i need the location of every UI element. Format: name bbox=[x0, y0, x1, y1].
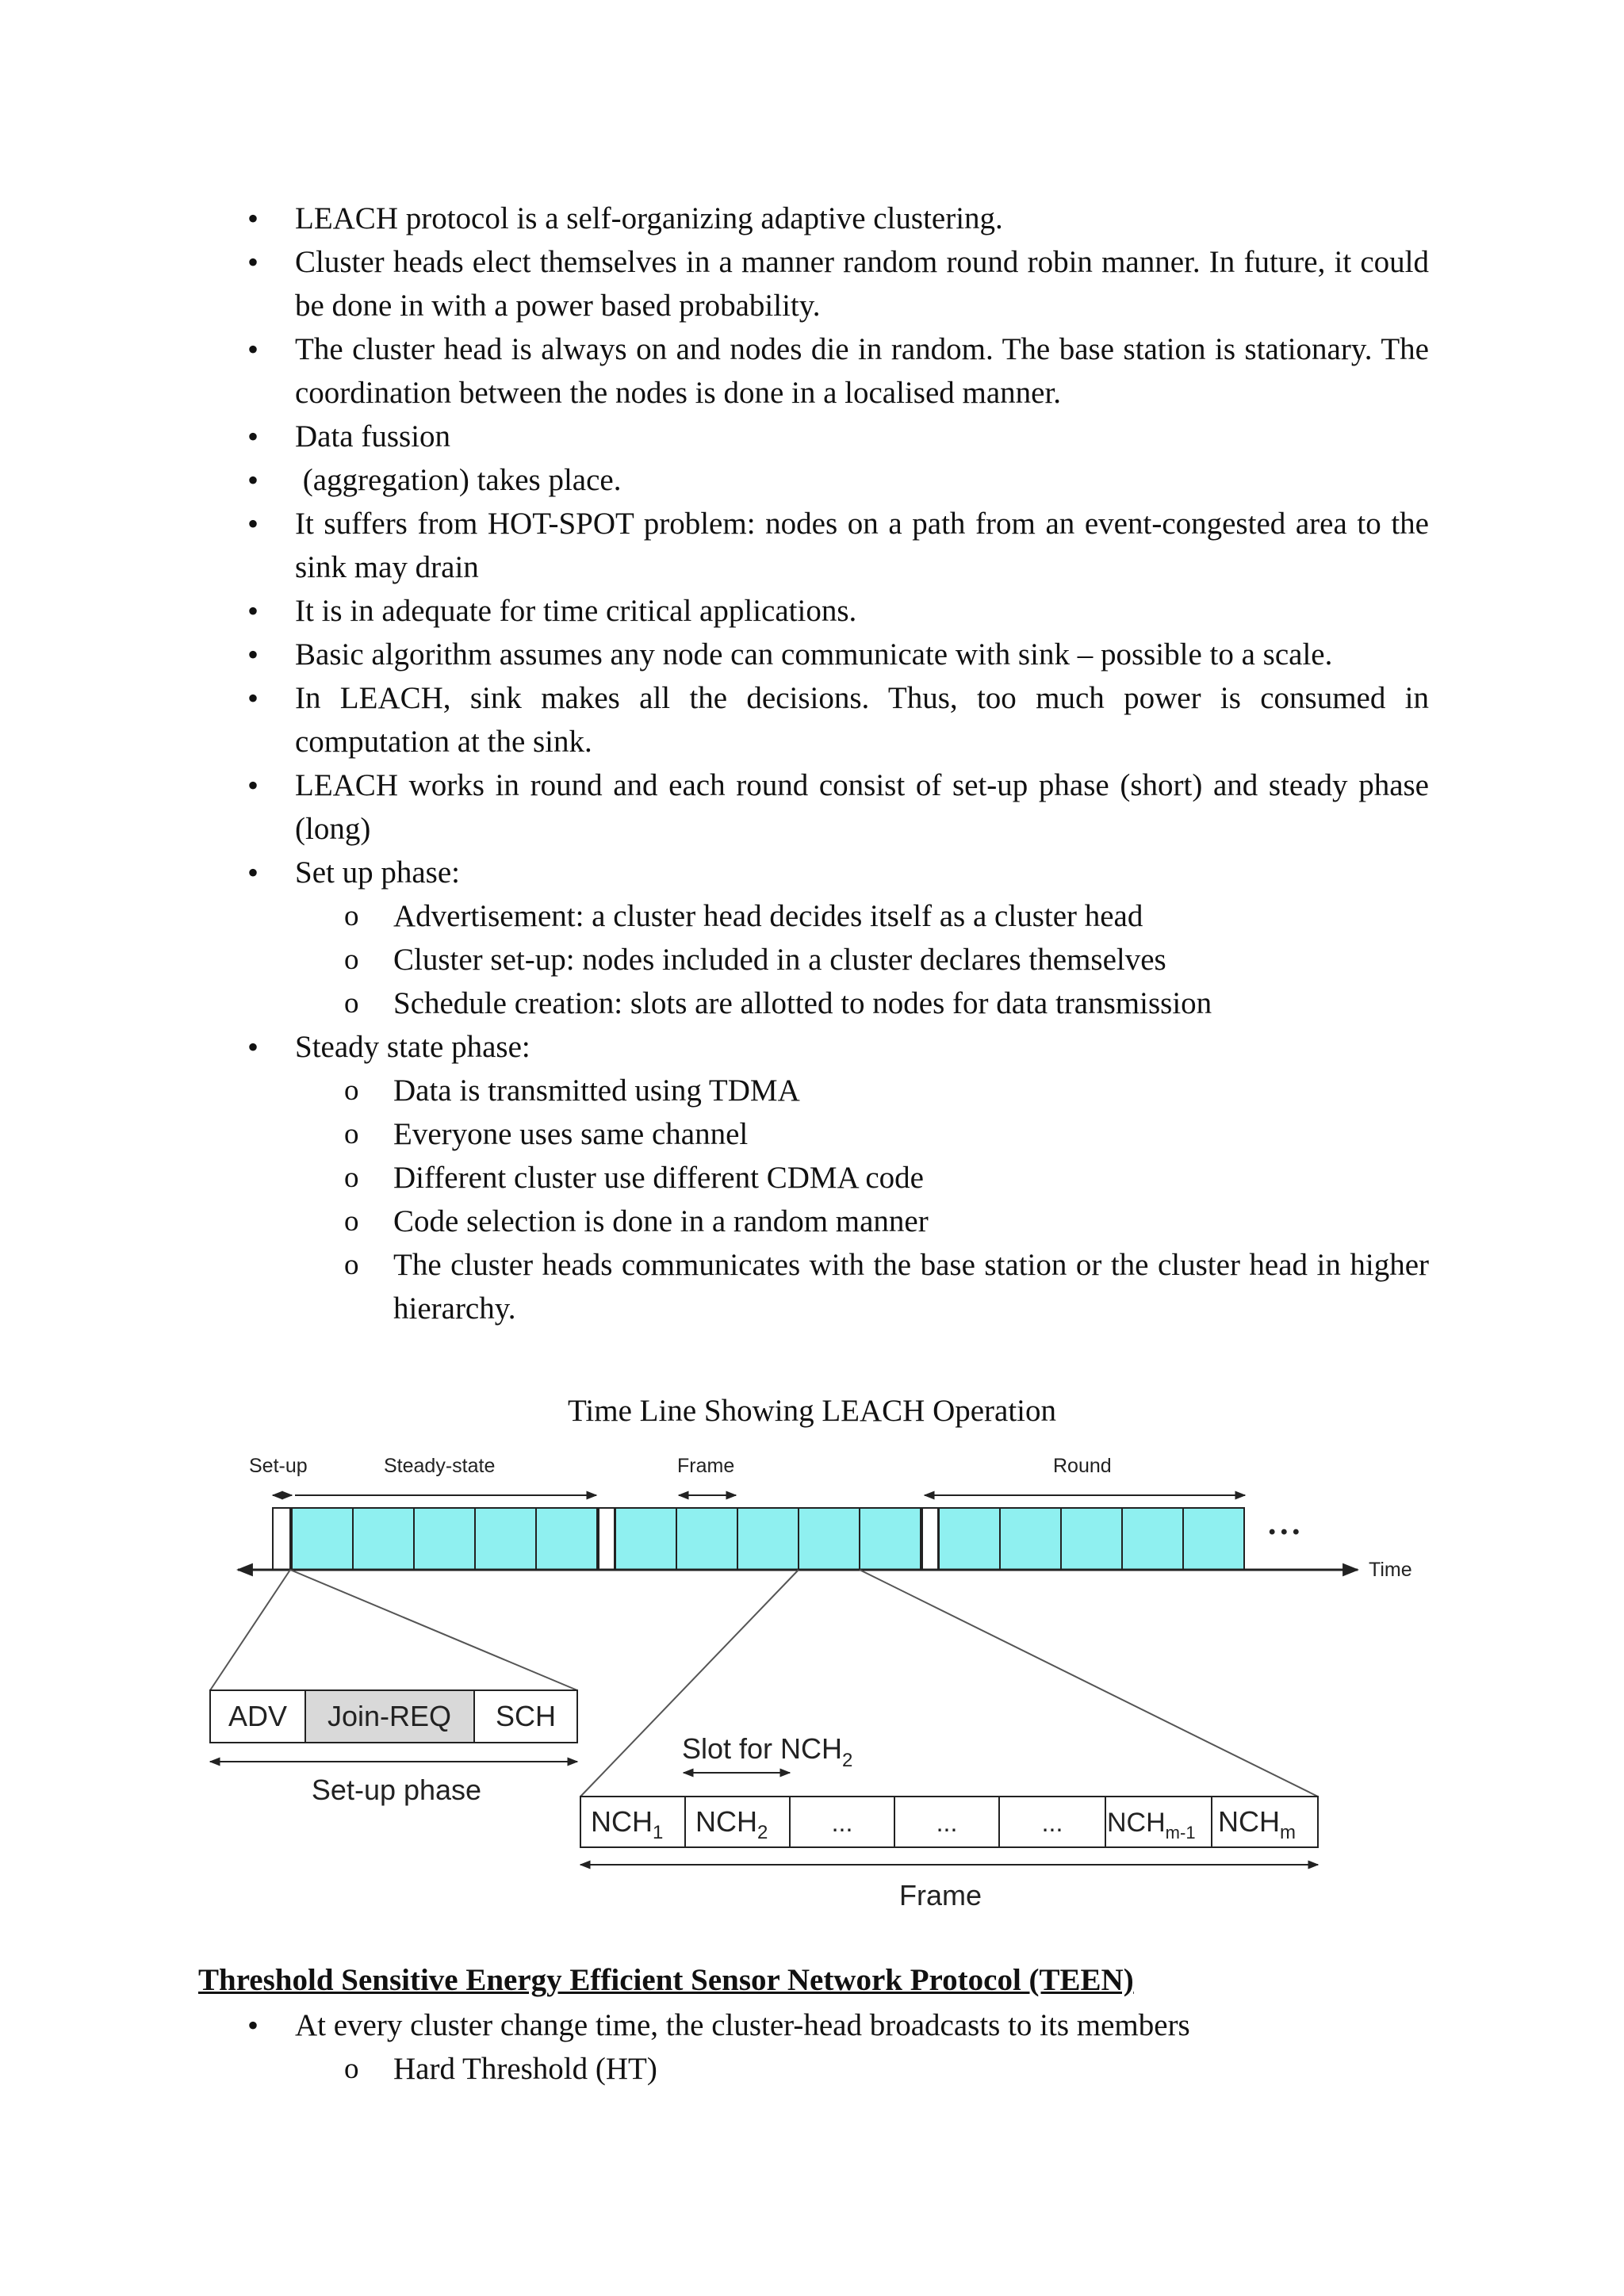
list-item: • LEACH works in round and each round consist of set-up phase (short) and steady phase (long) bbox=[295, 763, 1429, 851]
slot-label-sub: m-1 bbox=[1165, 1823, 1196, 1843]
sub-list-item: o Hard Threshold (HT) bbox=[393, 2047, 1429, 2091]
frame-cell bbox=[799, 1508, 860, 1570]
sub-list-item: o Everyone uses same channel bbox=[393, 1112, 1429, 1156]
sub-list-item: o Schedule creation: slots are allotted to nodes for data transmission bbox=[393, 982, 1429, 1025]
slot-label bbox=[695, 1805, 768, 1843]
adv-label: ADV bbox=[228, 1700, 288, 1732]
slot-label-sub: 1 bbox=[653, 1822, 664, 1843]
sch-label: SCH bbox=[495, 1700, 557, 1732]
list-item: • It suffers from HOT-SPOT problem: nodes on a path from an event-congested area to the sink may drain bbox=[295, 502, 1429, 589]
frame-cell bbox=[860, 1508, 921, 1570]
leach-bullet-list bbox=[0, 197, 1624, 1330]
round-label: Round bbox=[1053, 1455, 1112, 1477]
frame-cell bbox=[414, 1508, 475, 1570]
teen-bullet-list bbox=[0, 2003, 1624, 2091]
slot-label-main: NCH bbox=[1218, 1805, 1280, 1838]
frame-label-top: Frame bbox=[677, 1455, 735, 1477]
slot-label-main: Slot for NCH bbox=[682, 1732, 843, 1765]
frame-cell bbox=[1122, 1508, 1183, 1570]
frame-cell bbox=[1061, 1508, 1122, 1570]
leach-timeline-diagram bbox=[0, 1443, 1624, 1919]
list-item: • Basic algorithm assumes any node can communicate with sink – possible to a scale. bbox=[295, 633, 1429, 676]
frame-cell bbox=[676, 1508, 737, 1570]
figure-caption: Time Line Showing LEACH Operation bbox=[567, 1394, 1057, 1428]
slot-for-nch2-label bbox=[682, 1732, 852, 1771]
slot-label-sub: 2 bbox=[842, 1750, 853, 1771]
frame-cell bbox=[353, 1508, 414, 1570]
list-item: • At every cluster change time, the cluster-head broadcasts to its members bbox=[295, 2003, 1429, 2047]
setup-label: Set-up bbox=[249, 1455, 308, 1477]
setup-cell bbox=[922, 1508, 938, 1570]
list-item: • It is in adequate for time critical applications. bbox=[295, 589, 1429, 633]
slot-label: ... bbox=[831, 1808, 853, 1837]
steady-phase-label: • Steady state phase: bbox=[295, 1025, 1429, 1069]
sub-list-item: o Different cluster use different CDMA code bbox=[393, 1156, 1429, 1200]
slot-label-main: NCH bbox=[591, 1805, 653, 1838]
slot-label: ... bbox=[1041, 1808, 1063, 1837]
zoom-line bbox=[210, 1570, 290, 1690]
teen-heading: Threshold Sensitive Energy Efficient Sensor Network Protocol (TEEN) bbox=[198, 1963, 1134, 1997]
frame-label-bottom: Frame bbox=[898, 1879, 982, 1911]
list-item: • LEACH protocol is a self-organizing adaptive clustering. bbox=[295, 197, 1429, 240]
frame-cell bbox=[737, 1508, 799, 1570]
list-item: • Cluster heads elect themselves in a manner random round robin manner. In future, it could be done in with a power based probability. bbox=[295, 240, 1429, 327]
ellipsis: • • • bbox=[1269, 1521, 1300, 1543]
frame-cell bbox=[1000, 1508, 1061, 1570]
slot-label-sub: 2 bbox=[757, 1822, 768, 1843]
join-req-label: Join-REQ bbox=[327, 1700, 452, 1732]
sub-list-item: o Code selection is done in a random manner bbox=[393, 1200, 1429, 1243]
sub-list-item: o Cluster set-up: nodes included in a cluster declares themselves bbox=[393, 938, 1429, 982]
list-item: • The cluster head is always on and nodes die in random. The base station is stationary. The coordination between the nodes is done in a localised manner. bbox=[295, 327, 1429, 415]
list-item: • In LEACH, sink makes all the decisions. Thus, too much power is consumed in computation at the sink. bbox=[295, 676, 1429, 763]
zoom-line bbox=[860, 1570, 1318, 1797]
steady-state-label: Steady-state bbox=[384, 1455, 496, 1477]
frame-cell bbox=[1183, 1508, 1244, 1570]
slot-label-main: NCH bbox=[695, 1805, 757, 1838]
slot-label-sub: m bbox=[1280, 1822, 1296, 1843]
setup-phase-diagram-label: Set-up phase bbox=[311, 1774, 482, 1806]
list-item: • Data fussion bbox=[295, 415, 1429, 458]
frame-cell bbox=[939, 1508, 1000, 1570]
frame-cell bbox=[475, 1508, 536, 1570]
zoom-line bbox=[290, 1570, 577, 1690]
slot-label: ... bbox=[936, 1808, 958, 1837]
list-item: • (aggregation) takes place. bbox=[295, 458, 1429, 502]
sub-list-item: o Advertisement: a cluster head decides itself as a cluster head bbox=[393, 894, 1429, 938]
slot-label bbox=[591, 1805, 663, 1843]
frame-cell bbox=[615, 1508, 676, 1570]
setup-cell bbox=[273, 1508, 290, 1570]
sub-list-item: o Data is transmitted using TDMA bbox=[393, 1069, 1429, 1112]
timeline-cells bbox=[273, 1508, 1244, 1570]
frame-cell bbox=[536, 1508, 597, 1570]
setup-cell bbox=[599, 1508, 615, 1570]
frame-cell bbox=[292, 1508, 353, 1570]
setup-phase-label: • Set up phase: bbox=[295, 851, 1429, 894]
sub-list-item: o The cluster heads communicates with the base station or the cluster head in higher hierarchy. bbox=[393, 1243, 1429, 1330]
time-label: Time bbox=[1369, 1559, 1412, 1581]
slot-label-main: NCH bbox=[1107, 1808, 1166, 1838]
